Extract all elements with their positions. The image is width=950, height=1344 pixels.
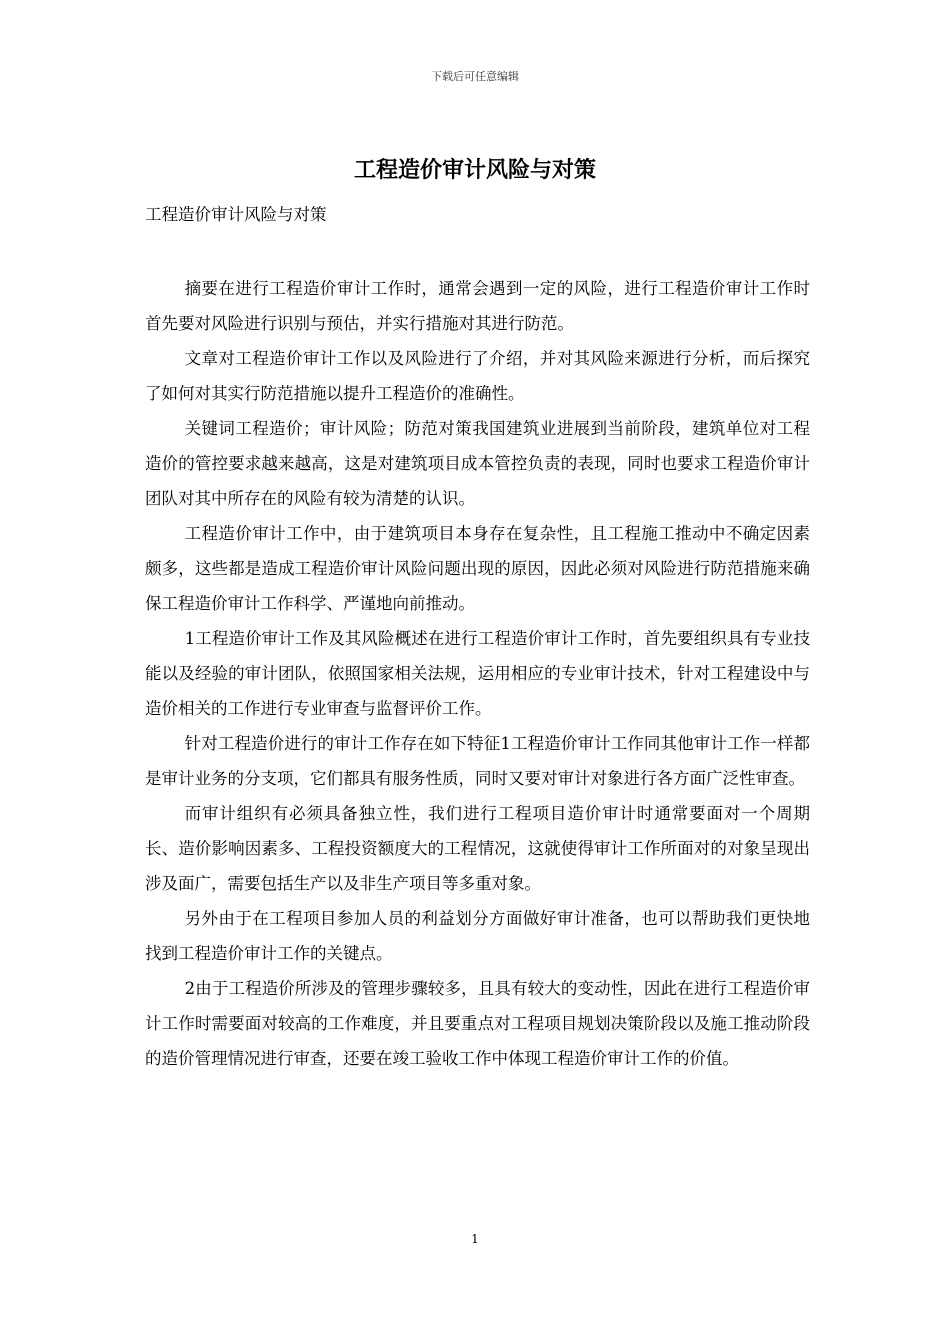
paragraph-introduction: 文章对工程造价审计工作以及风险进行了介绍，并对其风险来源进行分析，而后探究了如何对其实行防范措施以提升工程造价的准确性。 (145, 349, 810, 403)
paragraph-section-1: 1工程造价审计工作及其风险概述在进行工程造价审计工作时，首先要组织具有专业技能以及经验的审计团队，依照国家相关法规，运用相应的专业审计技术，针对工程建设中与造价相关的工作进行专业审查与监督评价工作。 (145, 629, 810, 718)
document-subtitle: 工程造价审计风险与对策 (145, 205, 327, 224)
paragraph-abstract: 摘要在进行工程造价审计工作时，通常会遇到一定的风险，进行工程造价审计工作时首先要对风险进行识别与预估，并实行措施对其进行防范。 (145, 279, 810, 333)
paragraph-section-2: 2由于工程造价所涉及的管理步骤较多，且具有较大的变动性，因此在进行工程造价审计工作时需要面对较高的工作难度，并且要重点对工程项目规划决策阶段以及施工推动阶段的造价管理情况进行审查，还要在竣工验收工作中体现工程造价审计工作的价值。 (145, 979, 810, 1068)
paragraph-features: 针对工程造价进行的审计工作存在如下特征1工程造价审计工作同其他审计工作一样都是审计业务的分支项，它们都具有服务性质，同时又要对审计对象进行各方面广泛性审查。 (145, 734, 810, 788)
paragraph-stakeholders: 另外由于在工程项目参加人员的利益划分方面做好审计准备，也可以帮助我们更快地找到工程造价审计工作的关键点。 (145, 909, 810, 963)
paragraph-keywords: 关键词工程造价；审计风险；防范对策我国建筑业进展到当前阶段，建筑单位对工程造价的管控要求越来越高，这是对建筑项目成本管控负责的表现，同时也要求工程造价审计团队对其中所存在的风险有较为清楚的认识。 (145, 419, 810, 508)
paragraph-risk-causes: 工程造价审计工作中，由于建筑项目本身存在复杂性，且工程施工推动中不确定因素颇多，这些都是造成工程造价审计风险问题出现的原因，因此必须对风险进行防范措施来确保工程造价审计工作科学、严谨地向前推动。 (145, 524, 810, 613)
body-text (145, 271, 810, 1076)
document-title: 工程造价审计风险与对策 (353, 158, 596, 183)
header-note: 下载后可任意编辑 (431, 70, 519, 83)
page-number: 1 (471, 1232, 479, 1246)
paragraph-independence: 而审计组织有必须具备独立性，我们进行工程项目造价审计时通常要面对一个周期长、造价影响因素多、工程投资额度大的工程情况，这就使得审计工作所面对的对象呈现出涉及面广，需要包括生产以及非生产项目等多重对象。 (145, 804, 810, 893)
